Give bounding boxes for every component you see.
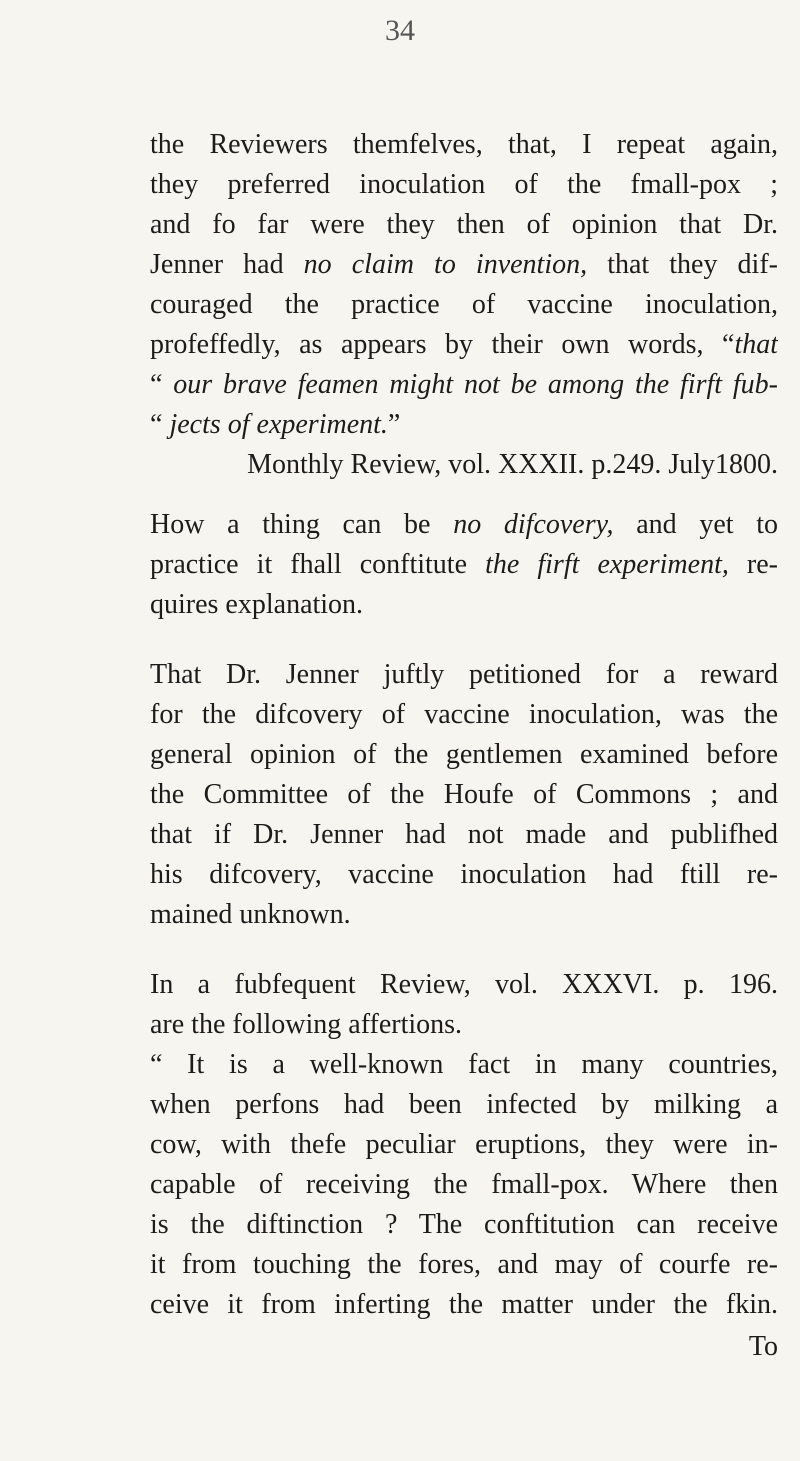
italic-text: jects of experiment. — [169, 409, 388, 440]
quote-mark: “ — [150, 369, 174, 400]
text-line — [150, 545, 778, 585]
text-line: couraged the practice of vaccine inoculation, — [150, 289, 778, 320]
text-line: are the following affertions. — [150, 1009, 463, 1040]
text-span: How a thing can be — [150, 509, 454, 540]
italic-text: no difcovery, — [453, 509, 614, 540]
text-line: it from touching the fores, and may of courfe re- — [150, 1249, 778, 1280]
text-span: practice it fhall conftitute — [150, 549, 486, 580]
italic-text: no claim to invention, — [303, 249, 588, 280]
text-line — [150, 505, 778, 545]
citation-line: Monthly Review, vol. XXXII. p.249. July1800. — [247, 449, 778, 480]
text-line: the Committee of the Houfe of Commons ; and — [150, 779, 778, 810]
text-line: they preferred inoculation of the fmall-pox ; — [150, 169, 778, 200]
text-line: cow, with thefe peculiar eruptions, they were in- — [150, 1129, 778, 1160]
text-line: “ It is a well-known fact in many countries, — [150, 1049, 778, 1080]
text-line: general opinion of the gentlemen examined before — [150, 739, 778, 770]
text-line — [150, 405, 778, 445]
text-line — [150, 245, 778, 285]
text-line: when perfons had been infected by milking a — [150, 1089, 778, 1120]
text-line: capable of receiving the fmall-pox. Where then — [150, 1169, 778, 1200]
text-line: for the difcovery of vaccine inoculation, was the — [150, 699, 778, 730]
text-span: and yet to — [613, 509, 778, 540]
page-number: 34 — [385, 14, 415, 47]
text-line: and fo far were they then of opinion that Dr. — [150, 209, 778, 240]
text-span: re- — [728, 549, 778, 580]
text-line: that if Dr. Jenner had not made and publifhed — [150, 819, 778, 850]
text-span: that they dif- — [587, 249, 778, 280]
text-span: Jenner had — [150, 249, 304, 280]
text-span: profeffedly, as appears by their own words, “ — [150, 329, 735, 360]
text-line: quires explanation. — [150, 589, 364, 620]
text-line: the Reviewers themfelves, that, I repeat again, — [150, 129, 778, 160]
italic-text: the firft experiment, — [485, 549, 729, 580]
text-line: That Dr. Jenner juftly petitioned for a reward — [150, 659, 778, 690]
catchword: To — [748, 1331, 778, 1362]
text-line — [150, 325, 778, 365]
text-line — [150, 365, 778, 405]
text-line: his difcovery, vaccine inoculation had ftill re- — [150, 859, 778, 890]
quote-mark: ” — [387, 409, 401, 440]
text-line: ceive it from inferting the matter under the fkin. — [150, 1289, 778, 1320]
italic-text: our brave feamen might not be among the firft fub- — [173, 369, 778, 400]
text-line: is the diftinction ? The conftitution can receive — [150, 1209, 778, 1240]
text-line: mained unknown. — [150, 899, 351, 930]
text-line: In a fubfequent Review, vol. XXXVI. p. 196. — [150, 969, 778, 1000]
italic-text: that — [734, 329, 778, 360]
quote-mark: “ — [150, 409, 170, 440]
